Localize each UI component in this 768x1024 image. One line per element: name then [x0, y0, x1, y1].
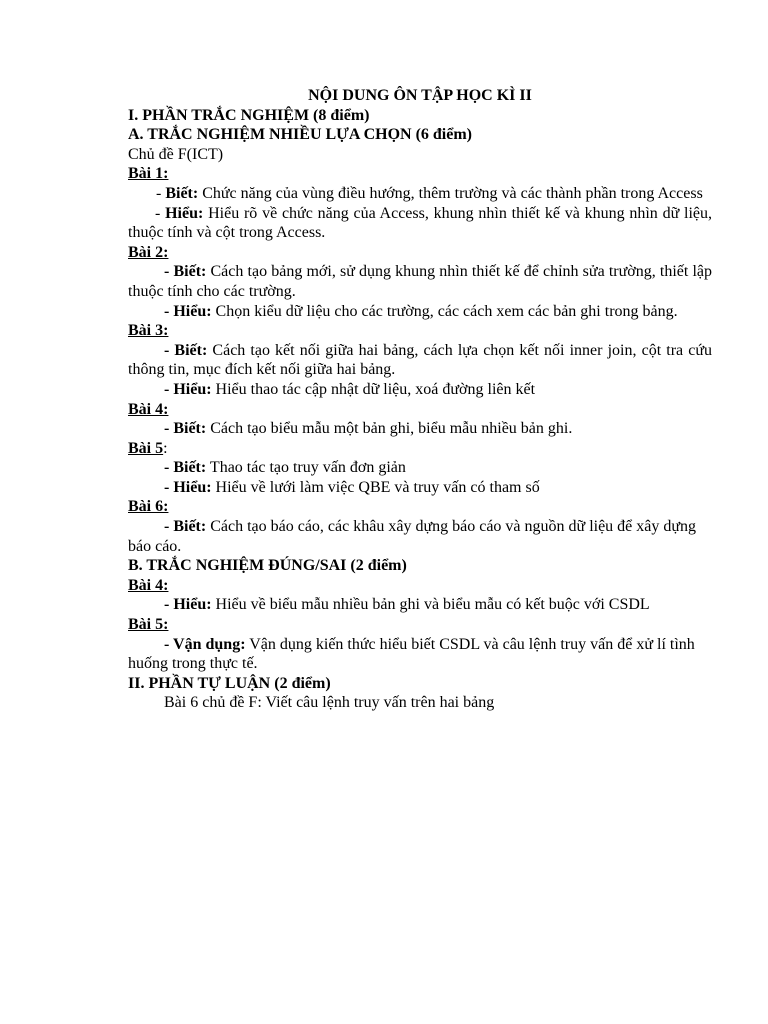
biet-label: Biết: — [165, 184, 199, 202]
bai5-label: Bài 5 — [128, 439, 164, 457]
bai5-hieu — [128, 478, 712, 498]
hieu-label: Hiểu: — [165, 204, 204, 222]
document-title: NỘI DUNG ÔN TẬP HỌC KÌ II — [308, 87, 532, 104]
bai1-hieu: - Hiểu: Hiểu rõ về chức năng của Access, khung nhìn thiết kế và khung nhìn dữ liệu, thuộc tính và cột trong Access. — [128, 204, 713, 242]
bai6-biet — [128, 517, 712, 556]
biet-label: - Biết: — [164, 420, 207, 438]
bai2-biet-text: Cách tạo bảng mới, sử dụng khung nhìn thiết kế để chỉnh sửa trường, thiết lập thuộc tính cho các trường. — [128, 263, 713, 300]
biet-label: - Biết: — [164, 341, 208, 359]
b-bai5-label: Bài 5: — [128, 616, 169, 634]
document-page — [128, 86, 712, 713]
bai4-label: Bài 4: — [128, 400, 169, 418]
b-bai4-hieu-text: Hiểu về biểu mẫu nhiều bản ghi và biểu mẫu có kết buộc với CSDL — [211, 596, 650, 614]
bai4-biet-text: Cách tạo biểu mẫu một bản ghi, biểu mẫu nhiều bản ghi. — [206, 420, 573, 438]
biet-label: - Biết: — [164, 263, 207, 281]
bai6-label: Bài 6: — [128, 498, 169, 516]
hieu-label: - Hiểu: — [164, 596, 212, 614]
bai3-hieu-text: Hiểu thao tác cập nhật dữ liệu, xoá đường liên kết — [211, 380, 536, 398]
b-bai5-vandung-text: Vận dụng kiến thức hiểu biết CSDL và câu lệnh truy vấn để xử lí tình huống trong thực tế. — [128, 635, 695, 673]
part2-text: Bài 6 chủ đề F: Viết câu lệnh truy vấn trên hai bảng — [164, 694, 495, 712]
part1-heading: I. PHẦN TRẮC NGHIỆM (8 điểm) — [128, 106, 370, 124]
vandung-label: - Vận dụng: — [164, 635, 246, 653]
bai5-label-line — [128, 439, 712, 459]
b-bai5-vandung — [128, 635, 712, 674]
section-b-heading: B. TRẮC NGHIỆM ĐÚNG/SAI (2 điểm) — [128, 557, 407, 575]
bai1-biet-text: Chức năng của vùng điều hướng, thêm trường và các thành phần trong Access — [198, 184, 703, 202]
bai5-hieu-text: Hiểu về lưới làm việc QBE và truy vấn có tham số — [211, 478, 540, 496]
bai1-biet: - Biết: Chức năng của vùng điều hướng, thêm trường và các thành phần trong Access — [156, 184, 703, 202]
part2-heading: II. PHẦN TỰ LUẬN (2 điểm) — [128, 674, 331, 692]
bai5-biet-text: Thao tác tạo truy vấn đơn giản — [206, 459, 406, 477]
bai6-biet-text: Cách tạo báo cáo, các khâu xây dựng báo cáo và nguồn dữ liệu để xây dựng báo cáo. — [128, 518, 697, 555]
hieu-label: - Hiểu: — [164, 380, 212, 398]
bai3-biet-text: Cách tạo kết nối giữa hai bảng, cách lựa chọn kết nối inner join, cột tra cứu thông tin, mục đích kết nối giữa hai bảng. — [128, 341, 713, 379]
topic-line: Chủ đề F(ICT) — [128, 145, 224, 163]
b-bai4-hieu — [128, 595, 712, 615]
hieu-label: - Hiểu: — [164, 478, 212, 496]
section-a-heading: A. TRẮC NGHIỆM NHIỀU LỰA CHỌN (6 điểm) — [128, 126, 473, 144]
bai5-colon: : — [163, 439, 168, 457]
bai2-biet — [128, 262, 712, 301]
bai5-biet — [128, 458, 712, 478]
bai3-label: Bài 3: — [128, 322, 169, 340]
bai1-hieu-text: Hiểu rõ về chức năng của Access, khung nhìn thiết kế và khung nhìn dữ liệu, thuộc tính và cột trong Access. — [128, 204, 713, 242]
bai3-biet — [128, 341, 712, 380]
b-bai4-label: Bài 4: — [128, 576, 169, 594]
biet-label: - Biết: — [164, 459, 207, 477]
bai3-hieu — [128, 380, 712, 400]
bai2-hieu-text: Chọn kiểu dữ liệu cho các trường, các cách xem các bản ghi trong bảng. — [211, 302, 678, 320]
bai1-label: Bài 1: — [128, 165, 169, 183]
bai2-hieu — [128, 302, 712, 322]
bai4-biet — [128, 419, 712, 439]
hieu-label: - Hiểu: — [164, 302, 212, 320]
bai2-label: Bài 2: — [128, 243, 169, 261]
biet-label: - Biết: — [164, 518, 207, 536]
